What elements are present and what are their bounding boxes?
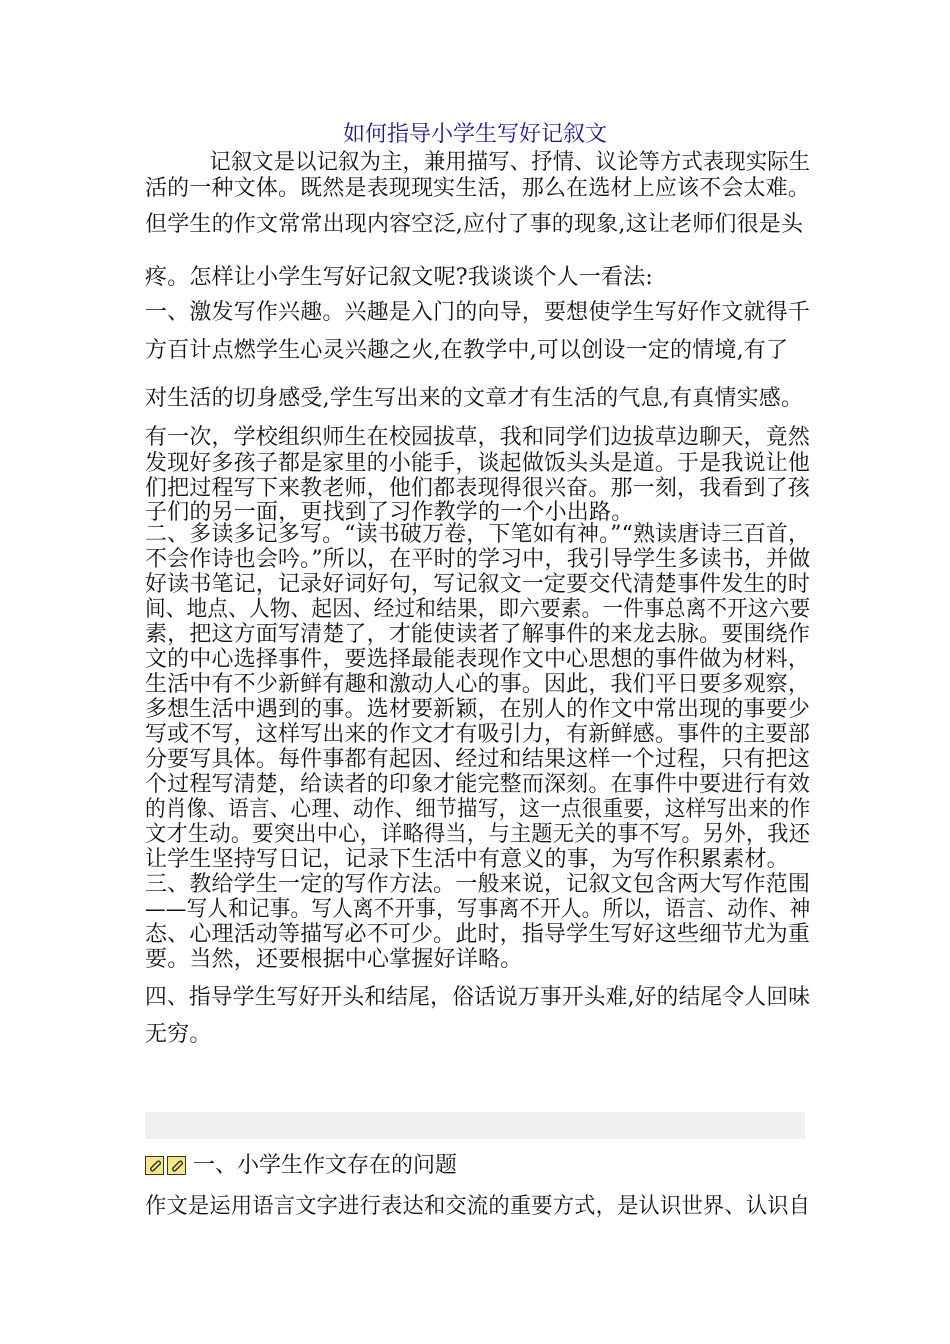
text-line: 记叙文是以记叙为主，兼用描写、抒情、议论等方式表现实际生 xyxy=(145,150,811,175)
text-line: 四、指导学生写好开头和结尾，俗话说万事开头难,好的结尾令人回味 xyxy=(145,985,811,1010)
text-line: 发现好多孩子都是家里的小能手，谈起做饭头头是道。于是我说让他 xyxy=(145,451,811,476)
text-line: 多想生活中遇到的事。选材要新颖，在别人的作文中常出现的事要少 xyxy=(145,697,811,722)
text-line: 个过程写清楚，给读者的印象才能完整而深刻。在事件中要进行有效 xyxy=(145,772,811,797)
text-line: 一、激发写作兴趣。兴趣是入门的向导，要想使学生写好作文就得千 xyxy=(145,300,811,325)
text-line: 子们的另一面，更找到了习作教学的一个小出路。 xyxy=(145,500,634,525)
text-line: 态、心理活动等描写必不可少。此时，指导学生写好这些细节尤为重 xyxy=(145,922,811,947)
text-line: 对生活的切身感受,学生写出来的文章才有生活的气息,有真情实感。 xyxy=(145,386,804,411)
text-line: 让学生坚持写日记，记录下生活中有意义的事，为写作积累素材。 xyxy=(145,847,789,872)
text-line: 无穷。 xyxy=(145,1022,212,1047)
text-line: 间、地点、人物、起因、经过和结果，即六要素。一件事总离不开这六要 xyxy=(145,597,811,622)
shaded-divider xyxy=(145,1112,805,1139)
section-paragraph: 作文是运用语言文字进行表达和交流的重要方式，是认识世界、认识自 xyxy=(145,1194,811,1219)
attachment-icon[interactable] xyxy=(167,1156,186,1175)
text-line: 分要写具体。每件事都有起因、经过和结果这样一个过程，只有把这 xyxy=(145,747,811,772)
text-line: 方百计点燃学生心灵兴趣之火,在教学中,可以创设一定的情境,有了 xyxy=(145,338,789,363)
section-heading: 一、小学生作文存在的问题 xyxy=(193,1153,458,1178)
text-line: 但学生的作文常常出现内容空泛,应付了事的现象,这让老师们很是头 xyxy=(145,212,804,237)
text-line: 好读书笔记，记录好词好句，写记叙文一定要交代清楚事件发生的时 xyxy=(145,572,811,597)
text-line: 活的一种文体。既然是表现现实生活，那么在选材上应该不会太难。 xyxy=(145,176,811,201)
text-line: 要。当然，还要根据中心掌握好详略。 xyxy=(145,947,523,972)
text-line: 三、教给学生一定的写作方法。一般来说，记叙文包含两大写作范围 xyxy=(145,872,811,897)
text-line: 疼。怎样让小学生写好记叙文呢?我谈谈个人一看法: xyxy=(145,265,654,290)
text-line: 二、多读多记多写。“读书破万卷，下笔如有神。”“熟读唐诗三百首， xyxy=(145,522,811,547)
text-line: 不会作诗也会吟。”所以，在平时的学习中，我引导学生多读书，并做 xyxy=(145,547,811,572)
text-line: 写或不写，这样写出来的作文才有吸引力，有新鲜感。事件的主要部 xyxy=(145,722,811,747)
document-title: 如何指导小学生写好记叙文 xyxy=(342,122,607,147)
text-line: ——写人和记事。写人离不开事，写事离不开人。所以，语言、动作、神 xyxy=(145,897,811,922)
attachment-icon[interactable] xyxy=(145,1156,164,1175)
text-line: 文才生动。要突出中心，详略得当，与主题无关的事不写。另外，我还 xyxy=(145,822,811,847)
text-line: 素，把这方面写清楚了，才能使读者了解事件的来龙去脉。要围绕作 xyxy=(145,622,811,647)
text-line: 有一次，学校组织师生在校园拔草，我和同学们边拔草边聊天，竟然 xyxy=(145,425,811,450)
section-icons xyxy=(145,1156,186,1178)
text-line: 文的中心选择事件，要选择最能表现作文中心思想的事件做为材料， xyxy=(145,647,811,672)
text-line: 们把过程写下来教老师，他们都表现得很兴奋。那一刻，我看到了孩 xyxy=(145,476,811,501)
text-line: 生活中有不少新鲜有趣和激动人心的事。因此，我们平日要多观察， xyxy=(145,672,811,697)
text-line: 的肖像、语言、心理、动作、细节描写，这一点很重要，这样写出来的作 xyxy=(145,797,811,822)
